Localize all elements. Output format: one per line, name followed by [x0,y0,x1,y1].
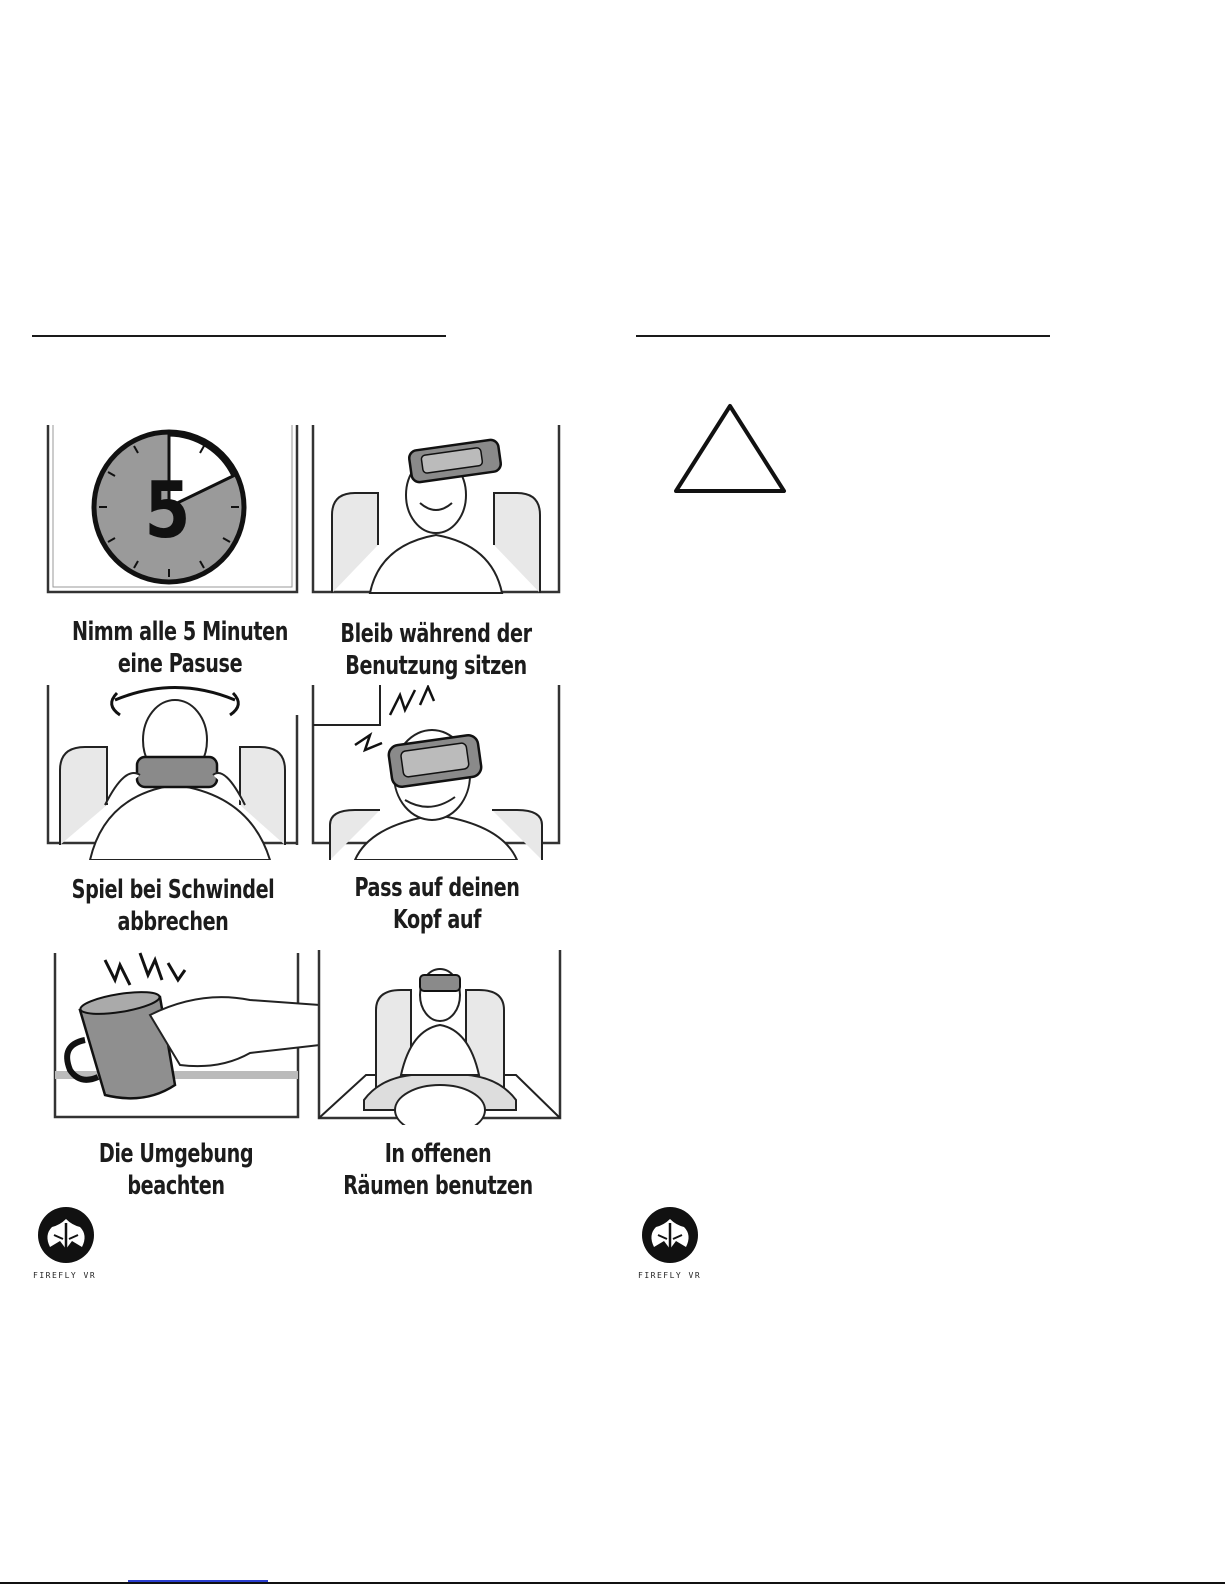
timer-digit: 5 [144,465,191,557]
firefly-logo-icon [30,1205,96,1267]
caption-timer: Nimm alle 5 Minuten eine Pasuse [71,617,289,679]
left-logo [30,1205,96,1267]
left-top-rule [32,335,446,337]
warning-triangle-icon [672,402,788,496]
panel-head [310,685,562,860]
panel-seated [310,425,562,595]
dizzy-vr-user-illustration [45,685,310,860]
head-bump-illustration [310,685,562,860]
caption-mug: Die Umgebung beachten [98,1139,254,1201]
caption-head: Pass auf deinen Kopf auf [354,873,520,935]
panel-mug [50,945,320,1123]
left-logo-text: FIREFLY VR [33,1271,97,1280]
open-room-illustration [316,950,564,1125]
right-top-rule [636,335,1050,337]
timer-icon [45,425,300,595]
mug-hand-illustration [50,945,320,1123]
bottom-rule [0,1582,1225,1584]
panel-timer [45,425,300,595]
right-logo [634,1205,700,1267]
caption-room: In offenen Räumen benutzen [343,1139,533,1201]
firefly-logo-icon [634,1205,700,1267]
caption-seated: Bleib während der Benutzung sitzen [340,619,532,681]
panel-room [316,950,564,1125]
panel-dizzy [45,685,310,860]
seated-vr-user-illustration [310,425,562,595]
caption-dizzy: Spiel bei Schwindel abbrechen [71,875,275,937]
right-logo-text: FIREFLY VR [638,1271,702,1280]
